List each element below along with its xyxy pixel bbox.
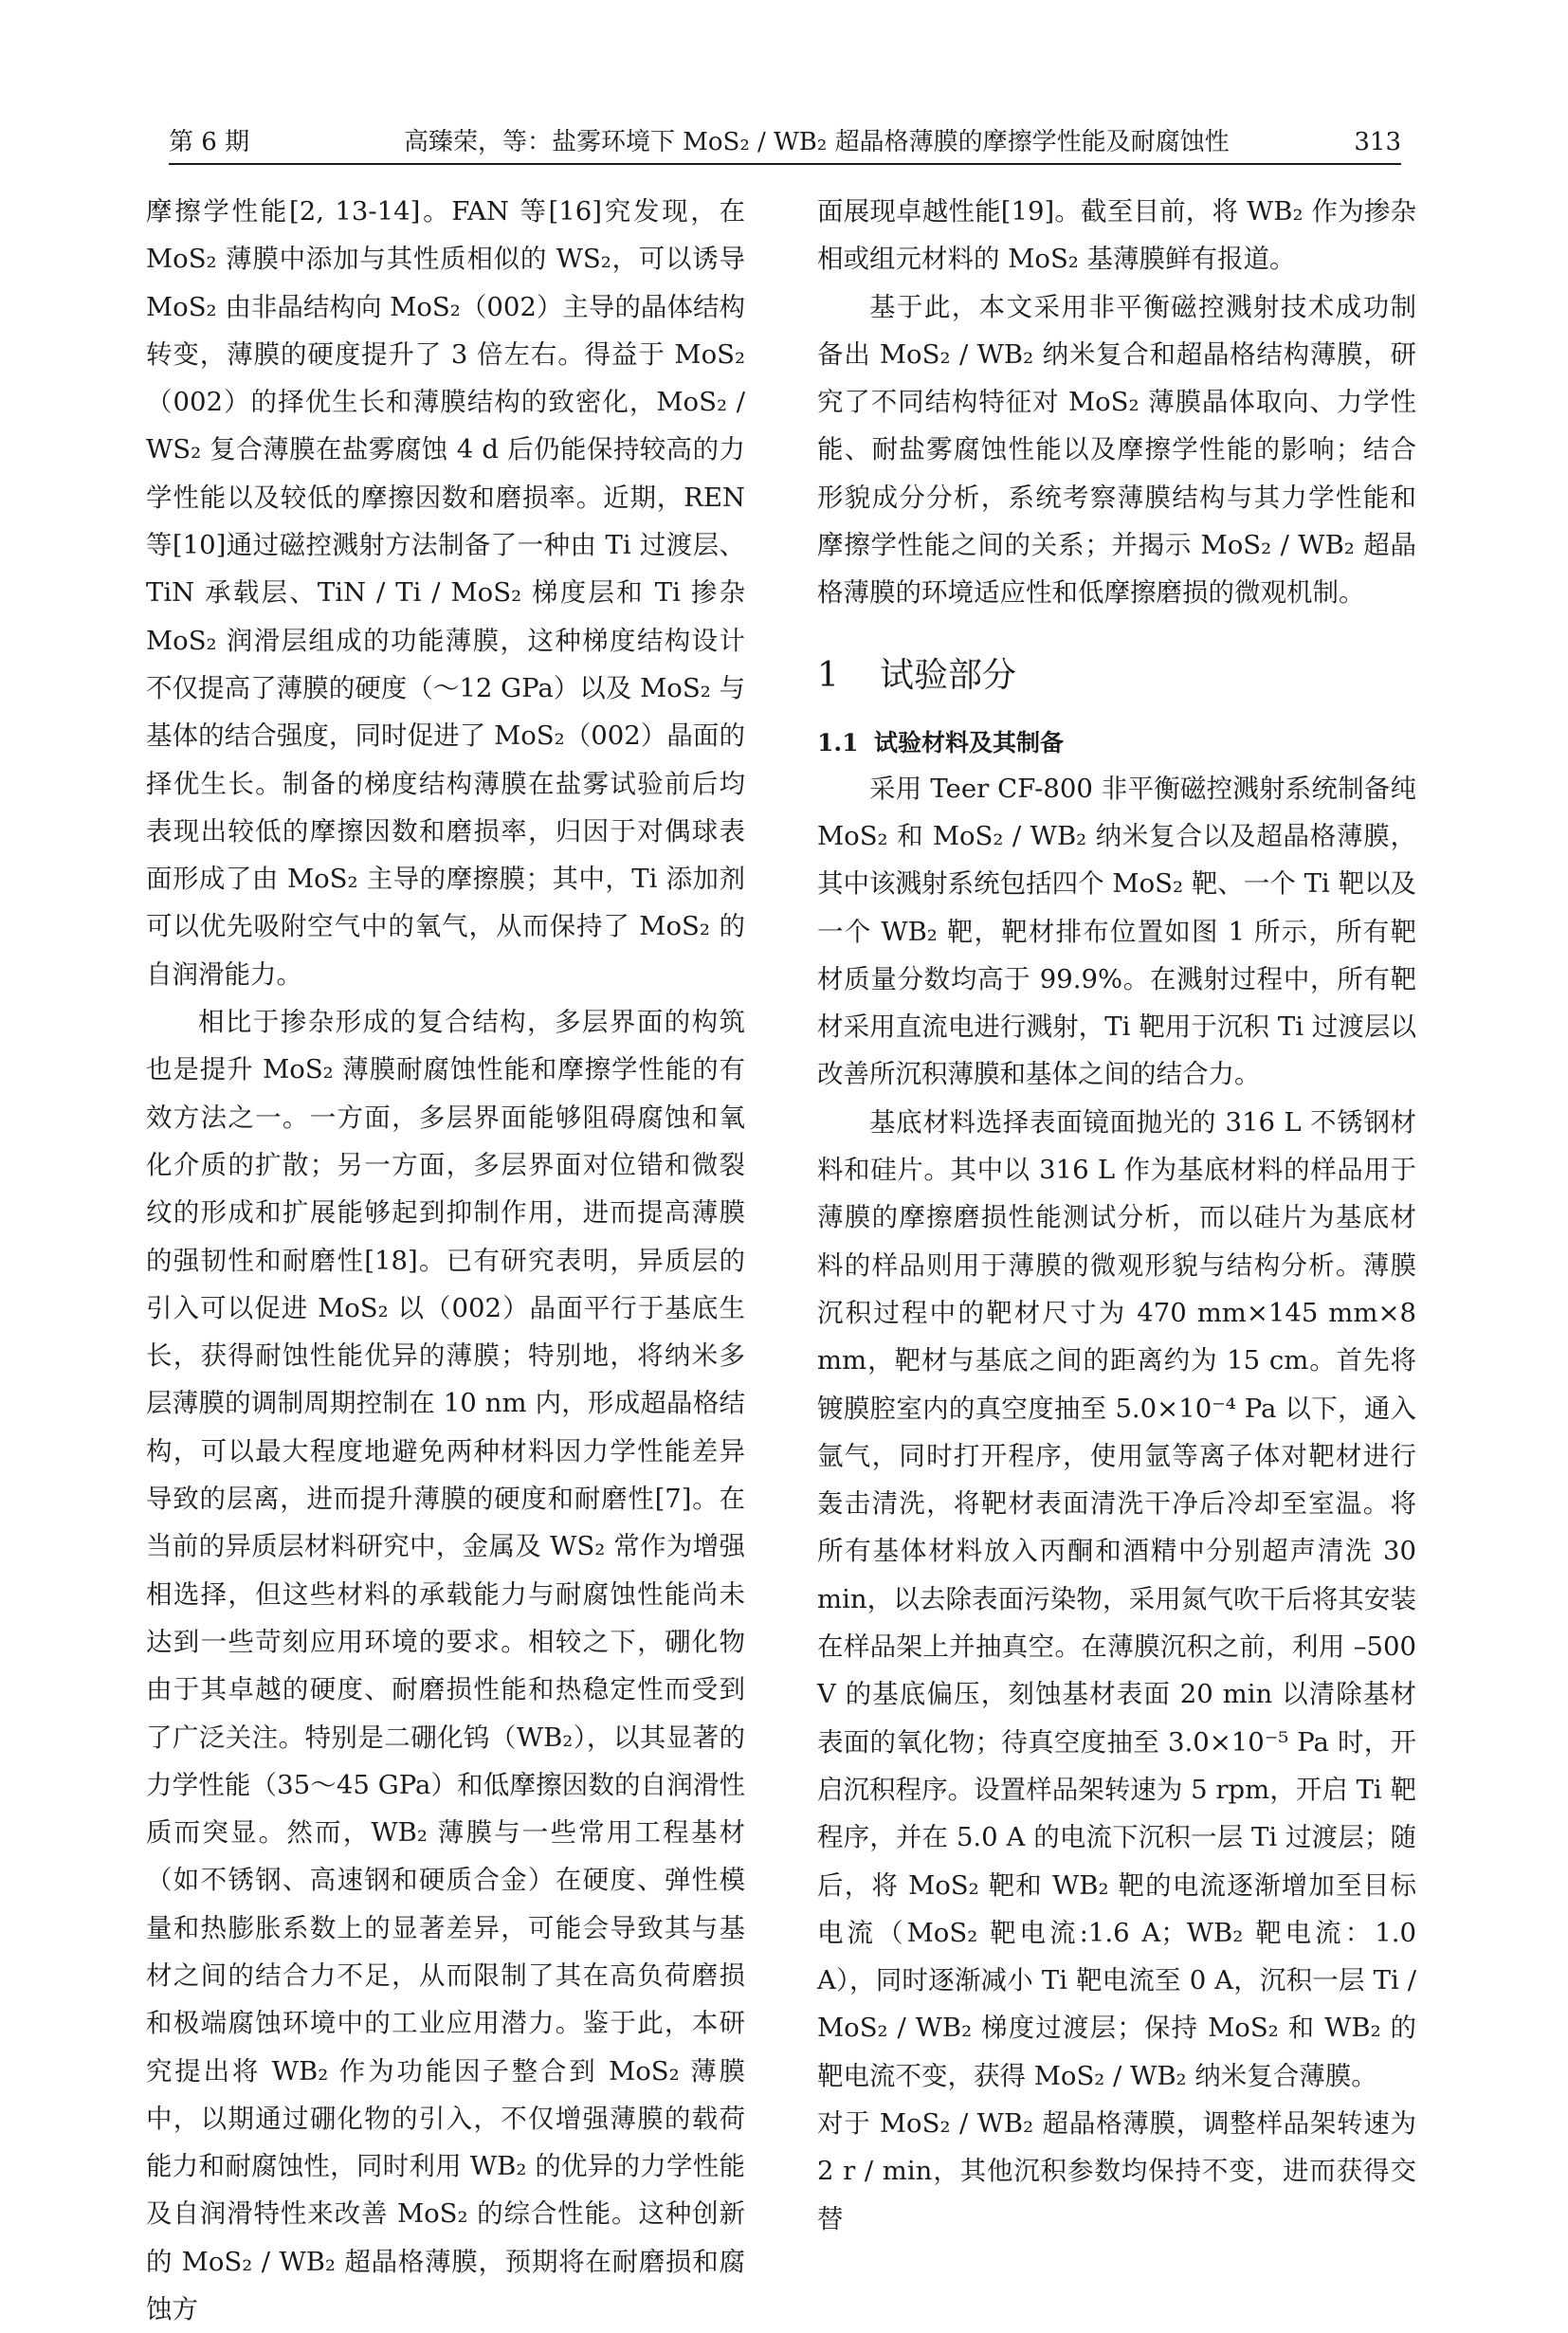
left-paragraph-2: 相比于掺杂形成的复合结构，多层界面的构筑也是提升 MoS₂ 薄膜耐腐蚀性能和摩擦学性能的有效方法之一。一方面，多层界面能够阻碍腐蚀和氧化介质的扩散；另一方面，多层界面对位错和微裂纹的形成和扩展能够起到抑制作用，进而提高薄膜的强韧性和耐磨性[18]。已有研究表明，异质层的引入可以促进 MoS₂ 以（002）晶面平行于基底生长，获得耐蚀性能优异的薄膜；特别地，将纳米多层薄膜的调制周期控制在 10 nm 内，形成超晶格结构，可以最大程度地避免两种材料因力学性能差异导致的层离，进而提升薄膜的硬度和耐磨性[7]。在当前的异质层材料研究中，金属及 WS₂ 常作为增强相选择，但这些材料的承载能力与耐腐蚀性能尚未达到一些苛刻应用环境的要求。相较之下，硼化物由于其卓越的硬度、耐磨损性能和热稳定性而受到了广泛关注。特别是二硼化钨（WB₂），以其显著的力学性能（35～45 GPa）和低摩擦因数的自润滑性质而突显。然而，WB₂ 薄膜与一些常用工程基材（如不锈钢、高速钢和硬质合金）在硬度、弹性模量和热膨胀系数上的显著差异，可能会导致其与基材之间的结合力不足，从而限制了其在高负荷磨损和极端腐蚀环境中的工业应用潜力。鉴于此，本研究提出将 WB₂ 作为功能因子整合到 MoS₂ 薄膜中，以期通过硼化物的引入，不仅增强薄膜的载荷能力和耐腐蚀性，同时利用 WB₂ 的优异的力学性能及自润滑特性来改善 MoS₂ 的综合性能。这种创新的 MoS₂ / WB₂ 超晶格薄膜，预期将在耐磨损和腐蚀方: [146, 1007, 745, 2325]
section-heading: [817, 651, 1416, 701]
running-title: 高臻荣，等：盐雾环境下 MoS₂ / WB₂ 超晶格薄膜的摩擦学性能及耐腐蚀性: [404, 128, 1230, 156]
subsection-number: 1.1: [817, 728, 859, 756]
section-title: 试验部分: [880, 655, 1017, 695]
issue-number: 第 6 期: [169, 128, 250, 156]
left-paragraph-1: 摩擦学性能[2, 13-14]。FAN 等[16]究发现，在 MoS₂ 薄膜中添加与其性质相似的 WS₂，可以诱导 MoS₂ 由非晶结构向 MoS₂（002）主导的晶体结构转变，薄膜的硬度提升了 3 倍左右。得益于 MoS₂（002）的择优生长和薄膜结构的致密化，MoS₂ / WS₂ 复合薄膜在盐雾腐蚀 4 d 后仍能保持较高的力学性能以及较低的摩擦因数和磨损率。近期，REN 等[10]通过磁控溅射方法制备了一种由 Ti 过渡层、TiN 承载层、TiN / Ti / MoS₂ 梯度层和 Ti 掺杂 MoS₂ 润滑层组成的功能薄膜，这种梯度结构设计不仅提高了薄膜的硬度（～12 GPa）以及 MoS₂ 与基体的结合强度，同时促进了 MoS₂（002）晶面的择优生长。制备的梯度结构薄膜在盐雾试验前后均表现出较低的摩擦因数和磨损率，归因于对偶球表面形成了由 MoS₂ 主导的摩擦膜；其中，Ti 添加剂可以优先吸附空气中的氧气，从而保持了 MoS₂ 的自润滑能力。: [146, 196, 745, 990]
right-paragraph-5: 对于 MoS₂ / WB₂ 超晶格薄膜，调整样品架转速为 2 r / min，其他沉积参数均保持不变，进而获得交替: [817, 2107, 1416, 2234]
left-column: [146, 188, 745, 2333]
running-header: [169, 123, 1401, 161]
subsection-title: 试验材料及其制备: [874, 728, 1065, 756]
right-column: [817, 188, 1416, 2243]
right-paragraph-1: 面展现卓越性能[19]。截至目前，将 WB₂ 作为掺杂相或组元材料的 MoS₂ 基薄膜鲜有报道。: [817, 196, 1416, 275]
section-number: 1: [817, 655, 839, 695]
subsection-heading: [817, 721, 1416, 765]
right-paragraph-3: 采用 Teer CF-800 非平衡磁控溅射系统制备纯 MoS₂ 和 MoS₂ / WB₂ 纳米复合以及超晶格薄膜，其中该溅射系统包括四个 MoS₂ 靶、一个 Ti 靶以及一个 WB₂ 靶，靶材排布位置如图 1 所示，所有靶材质量分数均高于 99.9%。在溅射过程中，所有靶材采用直流电进行溅射，Ti 靶用于沉积 Ti 过渡层以改善所沉积薄膜和基体之间的结合力。: [817, 773, 1416, 1090]
right-paragraph-4: 基底材料选择表面镜面抛光的 316 L 不锈钢材料和硅片。其中以 316 L 作为基底材料的样品用于薄膜的摩擦磨损性能测试分析，而以硅片为基底材料的样品则用于薄膜的微观形貌与结构分析。薄膜沉积过程中的靶材尺寸为 470 mm×145 mm×8 mm，靶材与基底之间的距离约为 15 cm。首先将镀膜腔室内的真空度抽至 5.0×10⁻⁴ Pa 以下，通入氩气，同时打开程序，使用氩等离子体对靶材进行轰击清洗，将靶材表面清洗干净后冷却至室温。将所有基体材料放入丙酮和酒精中分别超声清洗 30 min，以去除表面污染物，采用氮气吹干后将其安装在样品架上并抽真空。在薄膜沉积之前，利用 –500 V 的基底偏压，刻蚀基材表面 20 min 以清除基材表面的氧化物；待真空度抽至 3.0×10⁻⁵ Pa 时，开启沉积程序。设置样品架转速为 5 rpm，开启 Ti 靶程序，并在 5.0 A 的电流下沉积一层 Ti 过渡层；随后，将 MoS₂ 靶和 WB₂ 靶的电流逐渐增加至目标电流（MoS₂ 靶电流:1.6 A；WB₂ 靶电流：1.0 A），同时逐渐减小 Ti 靶电流至 0 A，沉积一层 Ti / MoS₂ / WB₂ 梯度过渡层；保持 MoS₂ 和 WB₂ 的靶电流不变，获得 MoS₂ / WB₂ 纳米复合薄膜。: [817, 1106, 1416, 2091]
right-paragraph-2: 基于此，本文采用非平衡磁控溅射技术成功制备出 MoS₂ / WB₂ 纳米复合和超晶格结构薄膜，研究了不同结构特征对 MoS₂ 薄膜晶体取向、力学性能、耐盐雾腐蚀性能以及摩擦学性能的影响；结合形貌成分分析，系统考察薄膜结构与其力学性能和摩擦学性能之间的关系；并揭示 MoS₂ / WB₂ 超晶格薄膜的环境适应性和低摩擦磨损的微观机制。: [817, 291, 1416, 609]
header-rule: [169, 163, 1401, 165]
page-number: 313: [1354, 128, 1401, 156]
